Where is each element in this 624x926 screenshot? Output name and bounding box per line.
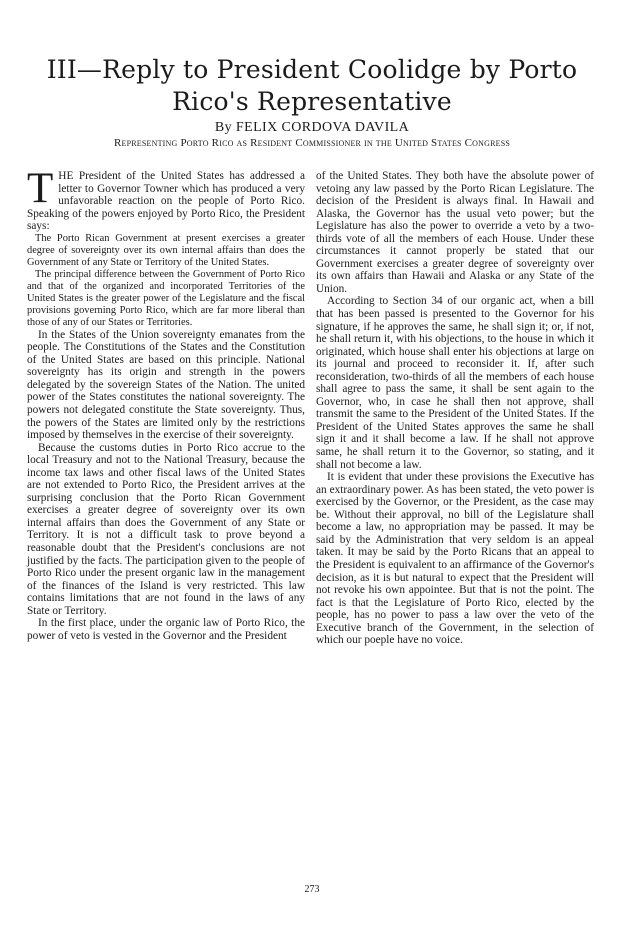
quote-paragraph-2: The principal difference between the Government of Porto Rico and that of the organized and incorporated Territories of the United States is the greater power of the Legislature and the fiscal provisions governing Porto Rico, which are far more liberal than those of any of our States or Territories. xyxy=(27,268,305,328)
body-paragraph-veto: In the first place, under the organic law of Porto Rico, the power of veto is vested in the Governor and the President xyxy=(27,617,305,642)
title-line-1: III—Reply to President Coolidge by Porto xyxy=(46,55,578,84)
body-paragraph-continuation: of the United States. They both have the absolute power of vetoing any law passed by the Porto Rican Legislature. The decision of the President is always final. In Hawaii and Alaska, the Governor has the usual veto power; but the Legislature has also the power to override a veto by a two-thirds vote of all the members of each House. Under these circumstances it cannot properly be stated that our Government exercises a greater degree of sovereignty over its own affairs than Hawaii and Alaska or any State of the Union. xyxy=(316,170,594,295)
opening-paragraph: THE President of the United States has addressed a letter to Governor Towner which has produced a very unfavorable reaction on the people of Porto Rico. Speaking of the powers enjoyed by Porto Rico, the President says: xyxy=(27,165,305,233)
body-paragraph-section-34: According to Section 34 of our organic act, when a bill that has been passed is presented to the Governor for his signature, if he approves the same, he shall sign it; or, if not, he shall return it, with his objections, to the house in which it originated, which house shall enter his objections at large on its journal and proceed to reconsider it. If, after such reconsideration, two-thirds of all the members of each house shall agree to pass the same, it shall be sent again to the Governor, who, in case he shall then not approve, shall transmit the same to the President of the United States. If the President of the United States approves the same he shall sign it and it shall become a law. If he shall not approve same, he shall return it to the Governor, so stating, and it shall not become a law. xyxy=(316,295,594,471)
body-paragraph-sovereignty: In the States of the Union sovereignty emanates from the people. The Constitutions of the States and the Constitution of the United States are based on this principle. National sovereignty has its origin and strength in the powers delegated by the sovereign States of the Nation. The united power of the States constitutes the national sovereignty. The powers not delegated constitute the State sovereignty. Thus, the powers of the States are limited only by the restrictions imposed by themselves in the exercise of their sovereignty. xyxy=(27,328,305,442)
right-column xyxy=(316,170,594,647)
article-title xyxy=(0,54,624,118)
quote-paragraph-1: The Porto Rican Government at present exercises a greater degree of sovereignty over its own internal affairs than does the Government of any State or Territory of the United States. xyxy=(27,232,305,268)
author-affiliation: Representing Porto Rico as Resident Commissioner in the United States Congress xyxy=(113,137,511,149)
body-paragraph-customs: Because the customs duties in Porto Rico accrue to the local Treasury and not to the National Treasury, because the income tax laws and other fiscal laws of the United States are not extended to Porto Rico, the President arrives at the surprising conclusion that the Porto Rican Government exercises a greater degree of sovereignty over its own internal affairs than does the Government of any State or Territory. It is not a difficult task to prove beyond a reasonable doubt that the President's conclusions are not justified by the facts. The participation given to the people of Porto Rico under the present organic law in the management of the finances of the Island is very restricted. This law contains limitations that are not found in the laws of any State or Territory. xyxy=(27,441,305,617)
page-number: 273 xyxy=(304,884,320,895)
drop-cap: T xyxy=(27,165,54,212)
left-column xyxy=(27,165,305,642)
body-paragraph-executive-power: It is evident that under these provisions the Executive has an extraordinary power. As has been stated, the veto power is exercised by the Governor, or the President, as the case may be. Without their approval, no bill of the Legislature shall become a law, no appropriation may be passed. It may be said by the Administration that very seldom is an appeal taken. It may be said by the Porto Ricans that an appeal to the President is equivalent to an affirmance of the Governor's decision, as it is but natural to expect that the President will not revoke his own appointee. But that is not the point. The fact is that the Legislature of Porto Rico, elected by the people, has no power to pass a law over the veto of the Executive branch of the Government, in the selection of which our poeple have no voice. xyxy=(316,471,594,647)
byline: By FELIX CORDOVA DAVILA xyxy=(214,120,410,135)
title-line-2: Rico's Representative xyxy=(172,87,452,116)
